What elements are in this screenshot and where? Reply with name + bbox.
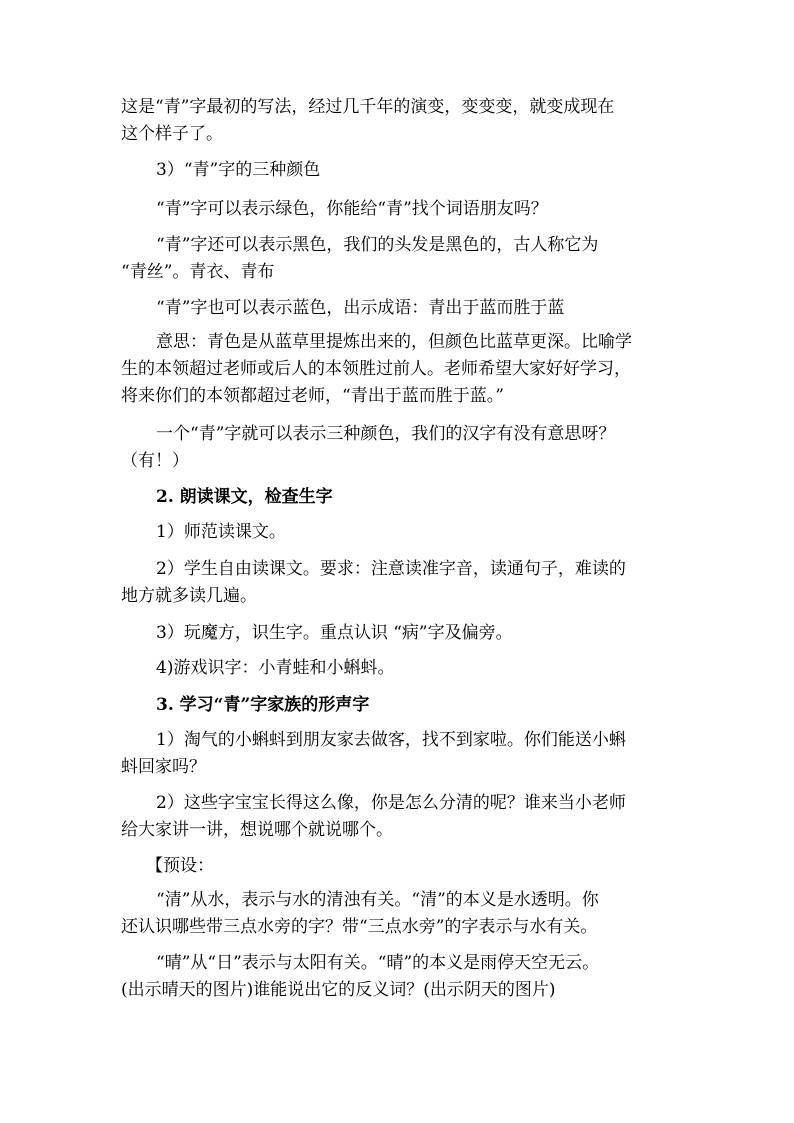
text-line: 还认识哪些带三点水旁的字？带“三点水旁”的字表示与水有关。	[121, 917, 598, 937]
paragraph-game	[156, 655, 716, 682]
text-line: “青”字还可以表示黑色，我们的头发是黑色的，古人称它为	[156, 235, 599, 255]
text-line: “清”从水，表示与水的清浊有关。“清”的本义是水透明。你	[156, 890, 599, 910]
paragraph-black	[121, 232, 681, 286]
text-line: 地方就多读几遍。	[121, 586, 257, 606]
text-line: 【预设：	[146, 856, 214, 876]
text-line: 2）学生自由读课文。要求：注意读准字音，读通句子，难读的	[156, 559, 626, 579]
paragraph-green	[156, 196, 716, 223]
text-line: 3. 学习“青”字家族的形声字	[156, 695, 370, 715]
text-line: 意思：青色是从蓝草里提炼出来的，但颜色比蓝草更深。比喻学	[156, 332, 632, 352]
text-line: 给大家讲一讲，想说哪个就说哪个。	[121, 820, 393, 840]
text-line: 1）淘气的小蝌蚪到朋友家去做客，找不到家啦。你们能送小蝌	[156, 730, 626, 750]
paragraph-magic-cube	[156, 620, 716, 647]
text-line: 2. 朗读课文，检查生字	[156, 487, 333, 507]
text-line: 这是“青”字最初的写法，经过几千年的演变，变变变，就变成现在	[121, 97, 615, 117]
paragraph-distinguish	[121, 790, 681, 844]
text-line: “青”字可以表示绿色，你能给“青”找个词语朋友吗？	[156, 199, 548, 219]
text-line: （有！）	[121, 451, 189, 471]
paragraph-preset	[146, 853, 706, 880]
text-line: 蚪回家吗？	[121, 757, 206, 777]
paragraph-tadpole	[121, 727, 681, 781]
paragraph-teacher-reads	[156, 519, 716, 546]
text-line: “晴”从“日”表示与太阳有关。“晴”的本义是雨停天空无云。	[156, 953, 600, 973]
text-line: 1）师范读课文。	[156, 522, 286, 542]
text-line: 一个“青”字就可以表示三种颜色，我们的汉字有没有意思呀？	[156, 424, 616, 444]
text-line: 将来你们的本领都超过老师，“青出于蓝而胜于蓝。”	[121, 386, 504, 406]
paragraph-qing-water	[121, 887, 681, 941]
text-line: 这个样子了。	[121, 124, 223, 144]
paragraph-three-colors-heading	[156, 157, 716, 184]
text-line: “青”字也可以表示蓝色，出示成语：青出于蓝而胜于蓝	[156, 298, 565, 318]
text-line: 3）玩魔方，识生字。重点认识 “病”字及偏旁。	[156, 623, 513, 643]
text-line: 生的本领超过老师或后人的本领胜过前人。老师希望大家好好学习，	[121, 359, 631, 379]
section-heading-read-text	[156, 484, 716, 511]
paragraph-summary	[121, 421, 681, 475]
paragraph-origin-of-qing	[121, 94, 681, 148]
paragraph-blue	[156, 295, 716, 322]
paragraph-meaning	[121, 329, 681, 410]
text-line: (出示晴天的图片)谁能说出它的反义词？(出示阴天的图片)	[121, 980, 556, 1000]
paragraph-qing-sun	[121, 950, 681, 1004]
text-line: 3）“青”字的三种颜色	[156, 160, 321, 180]
paragraph-students-read	[121, 556, 681, 610]
text-line: 2）这些字宝宝长得这么像，你是怎么分清的呢？谁来当小老师	[156, 793, 626, 813]
text-line: “青丝”。青衣、青布	[121, 262, 275, 282]
text-line: 4)游戏识字：小青蛙和小蝌蚪。	[156, 658, 395, 678]
section-heading-qing-family	[156, 692, 716, 719]
